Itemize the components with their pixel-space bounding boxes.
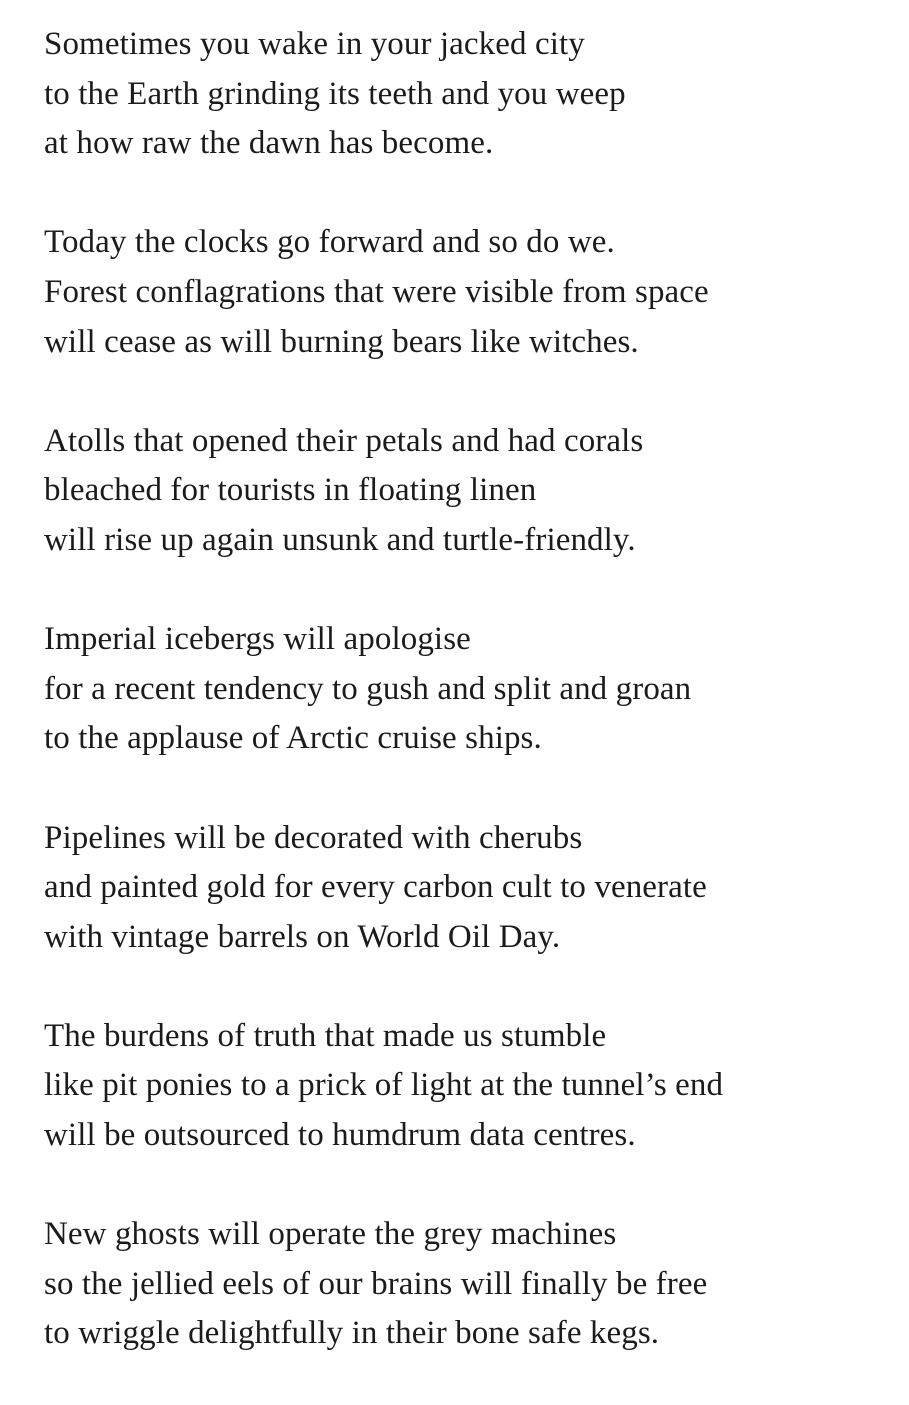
poem-line: at how raw the dawn has become. (44, 125, 494, 162)
poem-line: bleached for tourists in floating linen (44, 472, 537, 509)
poem-line: Atolls that opened their petals and had corals (44, 422, 644, 459)
poem-line: Today the clocks go forward and so do we. (44, 224, 615, 261)
poem-line: like pit ponies to a prick of light at the tunnel’s end (44, 1067, 724, 1104)
stanza-7 (44, 1210, 894, 1359)
poem-line: and painted gold for every carbon cult to venerate (44, 869, 707, 906)
poem-line: Imperial icebergs will apologise (44, 621, 471, 658)
poem-line: to the applause of Arctic cruise ships. (44, 720, 542, 757)
stanza-6 (44, 1012, 894, 1161)
poem-line: Pipelines will be decorated with cherubs (44, 819, 583, 856)
poem-line: with vintage barrels on World Oil Day. (44, 918, 561, 955)
poem-line: New ghosts will operate the grey machines (44, 1216, 617, 1253)
poem-line: will be outsourced to humdrum data centres. (44, 1117, 636, 1154)
poem-line: for a recent tendency to gush and split and groan (44, 670, 692, 707)
poem-line: so the jellied eels of our brains will finally be free (44, 1265, 708, 1302)
stanza-5 (44, 814, 894, 963)
poem-line: Forest conflagrations that were visible from space (44, 273, 709, 310)
stanza-4 (44, 615, 894, 764)
poem-line: will cease as will burning bears like witches. (44, 323, 639, 360)
stanza-2 (44, 218, 894, 367)
poem-body (44, 20, 894, 1359)
poem-line: to wriggle delightfully in their bone safe kegs. (44, 1315, 660, 1352)
stanza-3 (44, 417, 894, 566)
poem-line: will rise up again unsunk and turtle-friendly. (44, 521, 636, 558)
poem-line: The burdens of truth that made us stumble (44, 1017, 607, 1054)
poem-line: Sometimes you wake in your jacked city (44, 26, 585, 62)
stanza-1 (44, 20, 894, 169)
poem-line: to the Earth grinding its teeth and you weep (44, 75, 626, 112)
